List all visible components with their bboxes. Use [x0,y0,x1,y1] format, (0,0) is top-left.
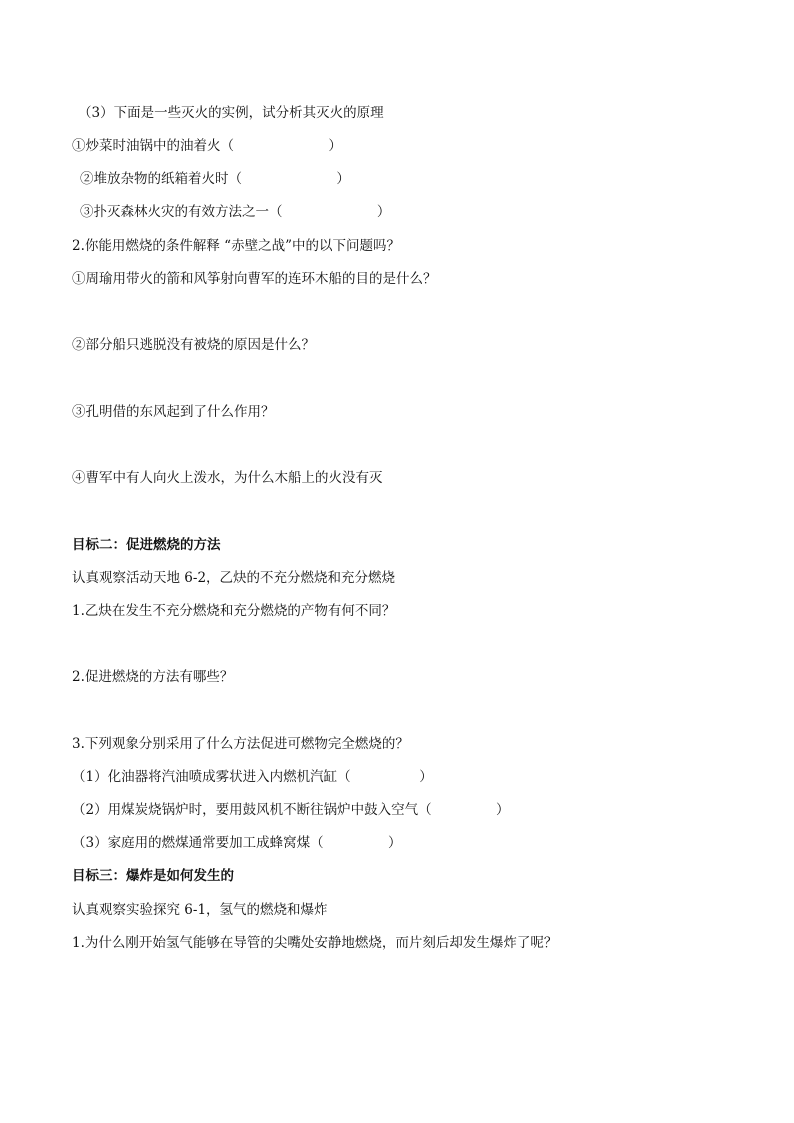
goal2-q3-item-2: （2）用煤炭烧锅炉时，要用鼓风机不断往锅炉中鼓入空气（ ） [72,802,510,818]
goal2-question-3: 3.下列观象分别采用了什么方法促进可燃物完全燃烧的？ [72,736,409,752]
goal2-intro: 认真观察活动天地 6-2，乙炔的不充分燃烧和充分燃烧 [72,570,396,586]
goal2-q3-item-1: （1）化油器将汽油喷成雾状进入内燃机汽缸（ ） [72,769,433,785]
q2-item-2: ②部分船只逃脱没有被烧的原因是什么？ [72,337,315,353]
q2-item-1: ①周瑜用带火的箭和风筝射向曹军的连环木船的目的是什么？ [72,271,437,287]
q2-title: 2.你能用燃烧的条件解释 “赤壁之战”中的以下问题吗？ [72,238,400,254]
q2-item-4: ④曹军中有人向火上泼水，为什么木船上的火没有灭 [72,470,383,486]
goal2-question-2: 2.促进燃烧的方法有哪些？ [72,669,234,685]
q3-title: （3）下面是一些灭火的实例，试分析其灭火的原理 [78,105,384,121]
q3-item-1: ①炒菜时油锅中的油着火（ ） [72,138,342,154]
q3-item-2: ②堆放杂物的纸箱着火时（ ） [80,171,350,187]
goal3-question-1: 1.为什么刚开始氢气能够在导管的尖嘴处安静地燃烧，而片刻后却发生爆炸了呢？ [72,935,558,951]
goal2-heading: 目标二：促进燃烧的方法 [72,537,221,553]
goal3-intro: 认真观察实验探究 6-1，氢气的燃烧和爆炸 [72,902,328,918]
goal2-q3-item-3: （3）家庭用的燃煤通常要加工成蜂窝煤（ ） [72,835,402,851]
goal3-heading: 目标三：爆炸是如何发生的 [72,868,234,884]
q2-item-3: ③孔明借的东风起到了什么作用？ [72,404,275,420]
goal2-question-1: 1.乙炔在发生不充分燃烧和充分燃烧的产物有何不同？ [72,603,396,619]
q3-item-3: ③扑灭森林火灾的有效方法之一（ ） [80,204,391,220]
